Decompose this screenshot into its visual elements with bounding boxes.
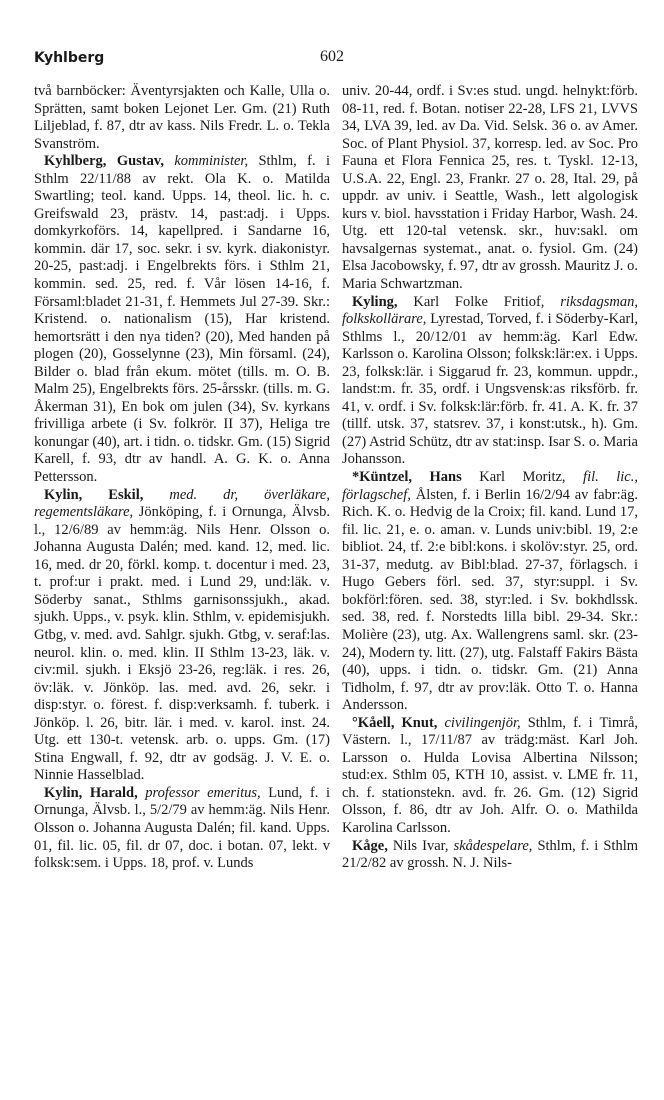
entry-name: Kylin, Eskil, bbox=[44, 486, 144, 503]
entry bbox=[342, 715, 638, 838]
entry-name: *Küntzel, Hans bbox=[352, 469, 462, 486]
entry-text: två barnböcker: Äventyrsjakten och Kalle, Ulla o. Sprätten, samt boken Lejonet Ler. Gm. (21) Ruth Liljeblad, f. 87, dtr av kass. Nils Fredr. L. o. Tekla Svanström. bbox=[34, 83, 330, 152]
entry bbox=[34, 487, 330, 785]
entry-given-names: Karl Moritz, bbox=[479, 469, 566, 486]
entry-text: Lyrestad, Torved, f. i Söderby-Karl, Sthlms l., 20/12/01 av hemm:äg. Karl Edw. Karlsson o. Karolina Olsson; folksk:lär:ex. i Upps. 23, folksk:lär. i Siggarud fr. 23, kommun. uppdr., landst:m. fr. 35, ordf. i Ungsvensk:as riksförb. fr. 41, v. ordf. i Sv. folksk:lär:förb. fr. 41. A. K. fr. 37 (tillf. utsk. 37, statsrev. 37, i konst:utsk., h). Gm. (27) Astrid Schütz, dtr av stat:insp. Isar S. o. Maria Johansson. bbox=[342, 311, 638, 468]
entry-title: fil. lic., förlagschef, bbox=[342, 469, 638, 503]
left-column bbox=[34, 83, 330, 873]
entry-title: komminister, bbox=[174, 153, 249, 170]
entry-text: Sthlm, f. i Sthlm 21/2/82 av grossh. N. J. Nils- bbox=[342, 837, 639, 872]
entry-title: professor emeritus, bbox=[145, 784, 261, 801]
entry bbox=[34, 153, 330, 486]
entry bbox=[342, 469, 638, 715]
entry-text: Sthlm, f. i Sthlm 22/11/88 av rekt. Ola K. o. Matilda Swartling; teol. kand. Upps. 14, theol. lic. h. c. Greifswald 23, prästv. 14, past:adj. i Upps. domkyrkoförs. 14, kapellpred. i Sandarne 16, kommin. där 17, soc. sekr. i sv. kyrk. diakonistyr. 20-25, past:adj. i Engelbrekts förs. i Sthlm 21, kommin. sed. 25, red. f. Vår lösen 14-16, f. Församl:bladet 21-31, f. Hemmets Jul 27-39. Skr.: Kristend. o. nationalism (15), Har kristend. hemortsrätt i den nya tiden? (20), Med handen på plogen (20), Gosselynne (23), Min församl. (24), Bilder o. blad från ekum. mötet (tills. m. O. B. Malm 25), Engelbrekts förs. 25-årsskr. (tills. m. G. Åkerman 31), En bok om julen (34), Sv. kyrkans frivilliga arbete (i Sv. folkrör. II 37), Heliga tre konungar (40), art. i tidn. o. tidskr. Gm. (15) Sigrid Karell, f. 93, dtr av handl. A. G. K. o. Anna Pettersson. bbox=[34, 153, 331, 486]
page-number: 602 bbox=[320, 48, 344, 65]
entry-given-names: Nils Ivar, bbox=[392, 837, 449, 854]
entry bbox=[342, 294, 638, 469]
entry-text: univ. 20-44, ordf. i Sv:es stud. ungd. helnykt:förb. 08-11, red. f. Botan. notiser 22-28, LFS 21, LVVS 34, LVA 39, led. av Da. Vid. Selsk. 36 o. av Amer. Soc. of Plant Physiol. 37, korresp. led. av Soc. Pro Fauna et Flora Fennica 25, res. t. Tyskl. 12-13, U.S.A. 22, Engl. 23, Frankr. 27 o. 28, Ital. 29, på uppdr. av univ. i Seattle, Wash., lett algologisk kurs v. biol. havsstation i Friday Harbor, Wash. 24. Utg. ett 120-tal vetensk. skr., huv:sakl. om havsalgernas systemat., anat. o. fysiol. Gm. (24) Elsa Jacobowsky, f. 97, dtr av grossh. Mauritz J. o. Maria Schwartzman. bbox=[342, 83, 638, 293]
entry bbox=[34, 785, 330, 873]
entry-text: Ålsten, f. i Berlin 16/2/94 av fabr:äg. Rich. K. o. Hedvig de la Croix; fil. kand. Lund 17, fil. lic. 21, e. o. aman. v. Lunds univ:bibl. 19, 2:e bibliot. 24, tf. 2:e bibl:kons. i skolöv:styr. 25, ord. 31-37, medutg. av Bibl:blad. 27-37, förlagsch. i Hugo Gebers förl. sed. 37, styr:suppl. i Sv. bokförl:fören. sed. 38, styr:led. i Sv. bokhdlssk. sed. 38, red. f. Norstedts lilla bibl. 29-34. Skr.: Molière (23), utg. Ax. Wallengrens saml. skr. (23-24), Modern ty. litt. (27), utg. Falstaff Fakirs Bästa (40), upps. i tidn. o. tidskr. Gm. (21) Anna Tidholm, f. 97, dtr av prov:läk. Otto T. o. Hanna Andersson. bbox=[342, 486, 638, 714]
entry-name: Kylin, Harald, bbox=[44, 784, 138, 801]
entry bbox=[342, 838, 638, 873]
entry-text: Lund, f. i Ornunga, Älvsb. l., 5/2/79 av hemm:äg. Nils Henr. Olsson o. Johanna Augusta Dalén; fil. kand. Upps. 01, fil. lic. 05, fil. dr 07, doc. i botan. 07, lekt. v folksk:sem. i Upps. 18, prof. v. Lunds bbox=[34, 784, 331, 872]
entry bbox=[34, 83, 330, 153]
entry-name: Kyling, bbox=[352, 293, 398, 310]
entry-title: civilingenjör, bbox=[444, 714, 521, 731]
entry-text: Jönköping, f. i Ornunga, Älvsb. l., 12/6/89 av hemm:äg. Nils Henr. Olsson o. Johanna Augusta Dalén; med. kand. 12, med. lic. 16, med. dr 20, förkl. komp. t. docentur i med. 23, t. prof:ur i prakt. med. i Lund 29, und:läk. v. Söderby sanat., Sthlms garnisonssjukh., akad. sjukh. Upps., v. psyk. klin. Sthlm, v. epidemisjukh. Gtbg, v. med. avd. Sahlgr. sjukh. Gtbg, v. seraf:las. neurol. klin. o. med. klin. II Sthlm 13-23, läk. v. civ:mil. sjukh. i Eksjö 23-26, reg:läk. i res. 26, öv:läk. v. Jönköp. las. med. avd. 26, sekr. i disp:styr. o. förest. f. disp:verksamh. f. tuberk. i Jönköp. l. 26, bitr. lär. i med. v. karol. inst. 24. Utg. ett 130-t. vetensk. arb. o. upps. Gm. (17) Stina Engwall, f. 92, dtr av godsäg. J. V. E. o. Ninnie Hasselblad. bbox=[34, 504, 330, 784]
entry-title: med. dr, överläkare, regementsläkare, bbox=[34, 486, 330, 521]
entry-text: Sthlm, f. i Timrå, Västern. l., 17/11/87 av trädg:mäst. Karl Joh. Larsson o. Hulda Lovisa Albertina Nilsson; stud:ex. Sthlm 05, KTH 10, assist. v. LME fr. 11, ch. f. stationstekn. avd. fr. 26. Gm. (12) Sigrid Olsson, f. 86, dtr av Joh. Alfr. O. o. Mathilda Karolina Carlsson. bbox=[342, 714, 639, 836]
entry-title: skådespelare, bbox=[453, 837, 533, 854]
entry-name: Kyhlberg, Gustav, bbox=[44, 153, 164, 170]
entry-name: °Kåell, Knut, bbox=[352, 714, 438, 731]
right-column bbox=[342, 83, 638, 873]
entry-given-names: Karl Folke Fritiof, bbox=[413, 293, 545, 310]
entry-name: Kåge, bbox=[352, 837, 388, 854]
entry bbox=[342, 83, 638, 294]
running-head: Kyhlberg bbox=[34, 50, 105, 66]
entry-title: riksdagsman, folkskollärare, bbox=[342, 293, 638, 328]
